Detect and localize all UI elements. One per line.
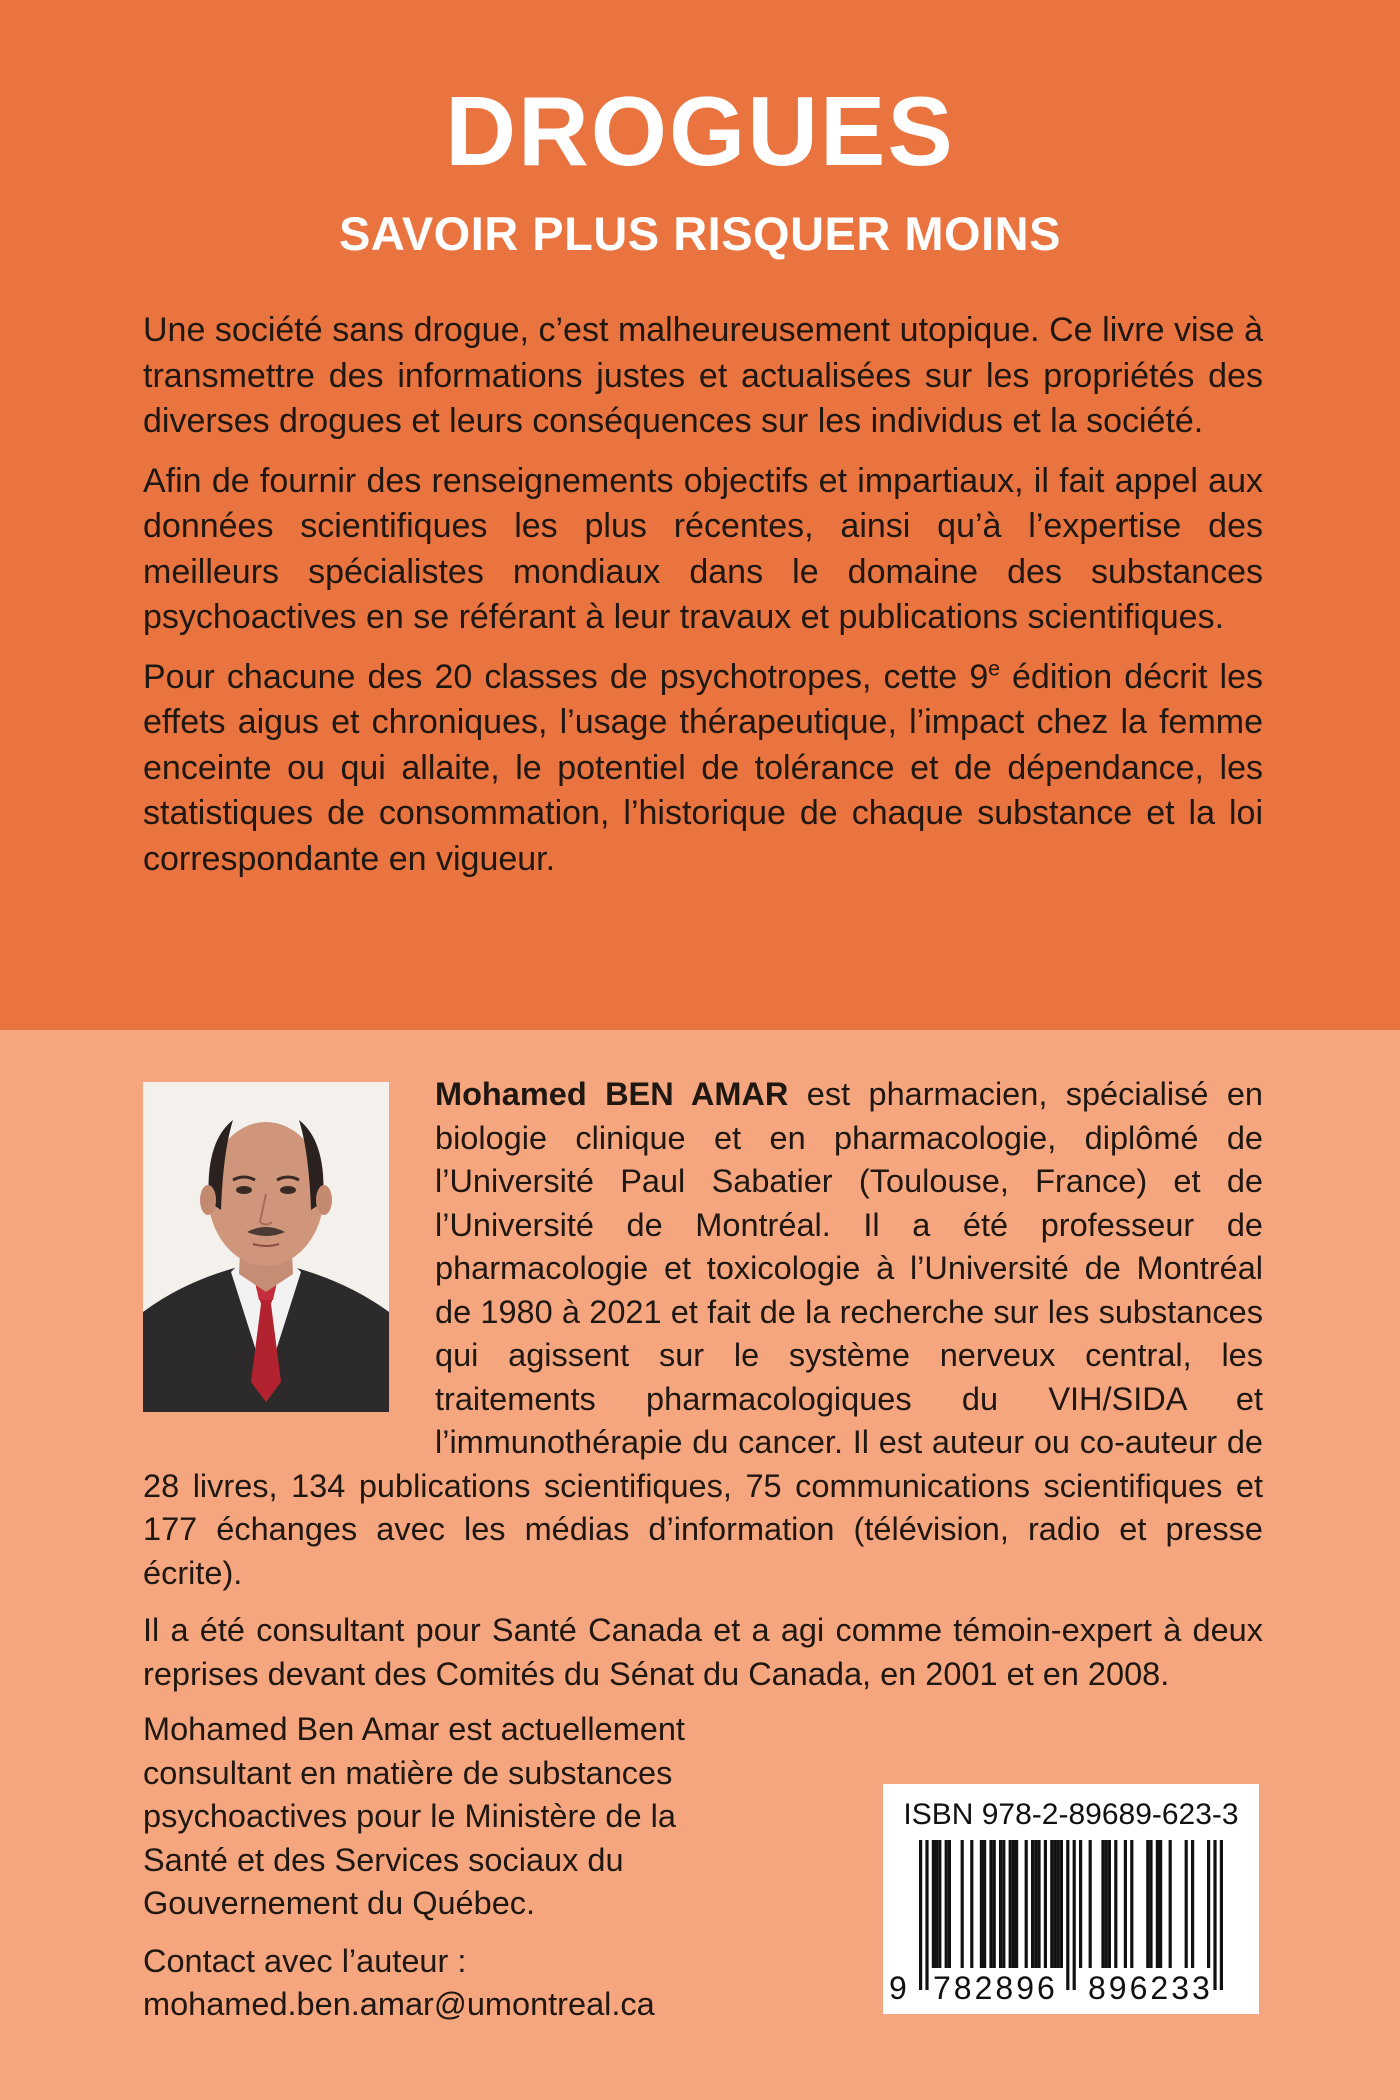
barcode-bar [1220,1840,1223,1990]
barcode-bar [1105,1840,1108,1968]
barcode-bar [1159,1840,1162,1968]
barcode-bar [932,1840,935,1968]
barcode-bar [1025,1840,1028,1968]
author-biography [143,1073,1263,1710]
barcode-bar [919,1840,922,1990]
contact-email: mohamed.ben.amar@umontreal.ca [143,1986,655,2022]
barcode-bar [1146,1840,1149,1968]
bio-paragraph-2: Il a été consultant pour Santé Canada et a agi comme témoin-expert à deux reprises devant des Comités du Sénat du Canada, en 2001 et en 2008. [143,1612,1263,1692]
barcode-bar [1053,1840,1056,1968]
barcode-bar [1031,1840,1034,1968]
barcode-bar [1108,1840,1111,1968]
barcode-bar [1009,1840,1012,1968]
barcode-bar [1149,1840,1152,1968]
barcode-bar [1034,1840,1037,1968]
author-contact [143,1940,723,2027]
barcode-bar [1012,1840,1015,1968]
description-paragraph-2: Afin de fournir des renseignements objectifs et impartiaux, il fait appel aux données scientifiques les plus récentes, ainsi qu’à l’expertise des meilleurs spécialistes mondiaux dans le domaine des substances psychoactives en se référant à leur travaux et publications scientifiques. [143,461,1263,636]
barcode-bar [1156,1840,1159,1968]
edition-superscript: e [988,657,1000,681]
barcode-bars [897,1840,1245,1990]
book-subtitle: SAVOIR PLUS RISQUER MOINS [339,207,1061,260]
barcode-bar [1037,1840,1040,1968]
description-paragraph-1: Une société sans drogue, c’est malheureusement utopique. Ce livre vise à transmettre des informations justes et actualisées sur les propriétés des diverses drogues et leurs conséquences sur les individus et la société. [143,311,1263,440]
barcode-bar [970,1840,973,1968]
barcode-bar [1015,1840,1018,1968]
barcode-bar [948,1840,951,1968]
isbn-barcode-box [883,1784,1259,2014]
barcode-bar [1191,1840,1194,1968]
barcode-bar [935,1840,938,1968]
barcode-bar [983,1840,986,1968]
barcode-bar [945,1840,948,1968]
book-description [143,308,1263,896]
book-title: DROGUES [445,76,955,186]
barcode-bar [961,1840,964,1968]
barcode-bar [1079,1840,1082,1968]
barcode-digits-left: 782896 [933,1970,1058,2006]
barcode-bar [1207,1840,1210,1968]
author-name: Mohamed BEN AMAR [435,1076,789,1112]
edition-text-start: Pour chacune des 20 classes de psychotropes, cette 9 [143,657,989,696]
description-paragraph-3 [143,655,1263,883]
photo-spacer [143,1073,435,1423]
barcode-bar [1124,1840,1127,1968]
barcode-bar [1114,1840,1117,1968]
contact-label: Contact avec l’auteur : [143,1942,467,1979]
barcode-digits-right: 896233 [1088,1970,1213,2006]
barcode-bar [1101,1840,1104,1968]
barcode-bar [1050,1840,1053,1968]
edition-text-end: édition décrit les effets aigus et chroniques, l’usage thérapeutique, l’impact chez la femme enceinte ou qui allaite, le potentiel de tolérance et de dépendance, les statistiques de consommation, l’historique de chaque substance et la loi correspondante en vigueur. [143,657,1263,878]
bio-paragraph-3: Mohamed Ben Amar est actuellement consultant en matière de substances psychoactives pour le Ministère de la Santé et des Services sociaux du Gouvernement du Québec. [143,1711,685,1921]
barcode-bar [1066,1840,1069,1990]
barcode-bar [1044,1840,1047,1968]
barcode-digit-first: 9 [889,1970,907,2006]
barcode-bar [1185,1840,1188,1968]
isbn-number: ISBN 978-2-89689-623-3 [903,1798,1239,1831]
barcode-bar [938,1840,941,1968]
barcode-bar [1060,1840,1063,1968]
barcode-bar [1002,1840,1005,1968]
barcode-bar [999,1840,1002,1968]
barcode-bar [993,1840,996,1968]
bio-text-1: est pharmacien, spécialisé en biologie clinique et en pharmacologie, diplômé de l’Université Paul Sabatier (Toulouse, France) et de l’Université de Montréal. Il a été professeur de pharmacologie et toxicologie à l’Université de Montréal de 1980 à 2021 et fait de la recherche sur les substances qui agissent sur le système nerveux central, les traitements pharmacologiques du VIH/SIDA et l’immunothérapie du cancer. Il est auteur ou co-auteur de 28 livres, 134 publications scientifiques, 75 communications scientifiques et 177 échanges avec les médias d’information (télévision, radio et presse écrite). [143,1076,1263,1591]
barcode-bar [1213,1840,1216,1990]
barcode-bar [1169,1840,1172,1968]
barcode-bar [1073,1840,1076,1990]
author-current-role [143,1708,723,2041]
barcode-bar [989,1840,992,1968]
barcode-bar [1130,1840,1133,1968]
barcode-bar [980,1840,983,1968]
barcode-bar [1089,1840,1092,1968]
barcode-bar [925,1840,928,1990]
barcode-bar [1057,1840,1060,1968]
